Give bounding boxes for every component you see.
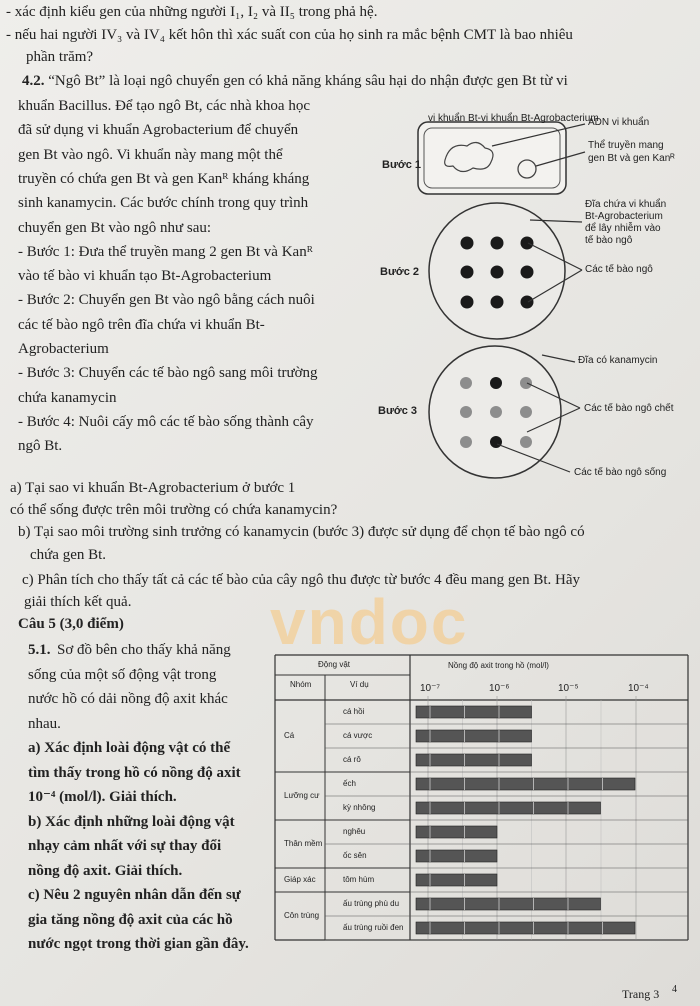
group-label: Giáp xác (284, 875, 316, 884)
tolerance-bar (416, 754, 532, 766)
species-label: nghêu (343, 827, 366, 836)
species-label: kỳ nhông (343, 803, 376, 812)
header-animal: Động vật (318, 660, 351, 669)
axis-tick-label: 10⁻⁵ (558, 683, 579, 694)
page-number: Trang 3 (622, 987, 660, 1001)
question-4-2-c: c) Phân tích cho thấy tất cả các tế bào của cây ngô thu được từ bước 4 đều mang gen Bt. Hãy (22, 572, 580, 588)
tolerance-bar (416, 802, 601, 814)
text-line: ngô Bt. (18, 438, 63, 455)
question-4-2-b: b) Tại sao môi trường sinh trưởng có kanamycin (bước 3) được sử dụng để chọn tế bào ngô có (18, 524, 585, 540)
text-line: - Bước 1: Đưa thể truyền mang 2 gen Bt và Kanᴿ (18, 243, 313, 260)
text-line: các tế bào ngô trên đĩa chứa vi khuẩn Bt- (18, 316, 265, 333)
dish-label-2: Bt-Agrobacterium (585, 211, 663, 222)
text-line: chuyển gen Bt vào ngô như sau: (18, 219, 212, 236)
corn-cells-label: Các tế bào ngô (585, 264, 653, 275)
text-line: - nếu hai người IV₃ và IV₄ kết hôn thì xác suất con của họ sinh ra mắc bệnh CMT là bao nhiêu (6, 27, 573, 43)
dead-cells-label: Các tế bào ngô chết (584, 403, 674, 414)
vector-label-1: Thể truyền mang (588, 140, 664, 151)
text-line: đã sử dụng vi khuẩn Agrobacterium để chuyển (18, 122, 299, 139)
tolerance-bar (416, 730, 532, 742)
tolerance-bar (416, 850, 497, 862)
text-line: tìm thấy trong hồ có nồng độ axit (28, 764, 241, 781)
text-line: gia tăng nồng độ axit của các hồ (28, 911, 233, 928)
text-line: vào tế bào vi khuẩn tạo Bt-Agrobacterium (18, 268, 272, 285)
header-group: Nhóm (290, 680, 312, 689)
text-line: “Ngô Bt” là loại ngô chuyển gen có khả năng kháng sâu hại do nhận được gen Bt từ vi (44, 73, 568, 89)
question-number: 4.2. (22, 73, 45, 89)
text-line: truyền có chứa gen Bt và gen Kanᴿ kháng kháng (18, 170, 310, 187)
text-line: b) Xác định những loài động vật (28, 813, 235, 830)
text-line: sinh kanamycin. Các bước chính trong quy trình (18, 195, 309, 212)
text-line: nước hồ có dải nồng độ axit khác (28, 691, 228, 707)
group-label: Lưỡng cư (284, 791, 320, 800)
dish-label-1: Đĩa chứa vi khuẩn (585, 199, 667, 210)
text-line: sống của một số động vật trong (28, 666, 217, 683)
dish-label-3: để lây nhiễm vào (585, 223, 661, 234)
header-example: Ví dụ (350, 680, 369, 689)
text-line: khuẩn Bacillus. Để tạo ngô Bt, các nhà khoa học (18, 98, 311, 114)
question-4-2-b-cont: chứa gen Bt. (30, 547, 107, 563)
header-concentration: Nồng độ axit trong hồ (mol/l) (448, 661, 549, 670)
text-line: gen Bt vào ngô. Vi khuẩn này mang một thể (18, 146, 283, 163)
species-label: tôm hùm (343, 875, 375, 884)
group-label: Thân mềm (284, 839, 323, 848)
text-line: phần trăm? (26, 49, 94, 65)
species-label: cá vược (343, 731, 373, 740)
question-4-2-c-cont: giải thích kết quả. (24, 594, 132, 610)
text-line: c) Nêu 2 nguyên nhân dẫn đến sự (28, 887, 241, 903)
text-line: 10⁻⁴ (mol/l). Giải thích. (28, 789, 177, 805)
live-cells-label: Các tế bào ngô sống (574, 467, 667, 478)
species-label: cá hồi (343, 707, 365, 716)
step-2-label: Bước 2 (380, 266, 420, 278)
step-1-label: Bước 1 (382, 159, 422, 171)
text-line: nước ngọt trong thời gian gần đây. (28, 936, 249, 952)
text-line: nhau. (28, 715, 61, 732)
text-line: Sơ đồ bên cho thấy khả năng (57, 642, 231, 658)
text-line: - Bước 2: Chuyển gen Bt vào ngô bằng cách nuôi (18, 292, 315, 309)
question-4-2-a-cont: có thể sống được trên môi trường có chứa kanamycin? (10, 502, 338, 518)
dish-label-4: tế bào ngô (585, 235, 633, 246)
species-label: ếch (343, 779, 356, 788)
axis-tick-label: 10⁻⁶ (489, 683, 510, 694)
text-line: nồng độ axit. Giải thích. (28, 862, 183, 879)
text-line: chứa kanamycin (18, 389, 117, 406)
watermark-logo: vndoc (270, 586, 469, 658)
tolerance-bar (416, 874, 497, 886)
text-line: nhạy cảm nhất với sự thay đổi (28, 838, 222, 854)
question-number: 5.1. (28, 642, 51, 658)
axis-tick-label: 10⁻⁷ (420, 683, 441, 694)
tolerance-bar (416, 826, 497, 838)
text-line: Agrobacterium (18, 341, 109, 357)
species-label: cá rô (343, 755, 361, 764)
step-3-label: Bước 3 (378, 405, 418, 417)
species-label: ốc sên (343, 851, 367, 860)
kanamycin-dish-label: Đĩa có kanamycin (578, 355, 658, 366)
tolerance-bar (416, 898, 601, 910)
question-4-2-a: a) Tại sao vi khuẩn Bt-Agrobacterium ở bước 1 (10, 480, 296, 496)
axis-tick-label: 10⁻⁴ (628, 683, 649, 694)
text-line: a) Xác định loài động vật có thể (28, 740, 231, 756)
text-line: - xác định kiểu gen của những người I₁, I₂ và II₅ trong phả hệ. (6, 4, 378, 20)
bacterium-label: vi khuẩn Bt-vi khuẩn Bt-Agrobacterium (428, 113, 599, 124)
tolerance-bar (416, 706, 532, 718)
group-label: Cá (284, 731, 295, 740)
dna-label: ADN vi khuẩn (588, 117, 650, 128)
page-number-extra: 4 (672, 984, 677, 995)
vector-label-2: gen Bt và gen Kanᴿ (588, 153, 675, 164)
species-label: ấu trùng phù du (343, 899, 400, 908)
text-line: - Bước 3: Chuyển các tế bào ngô sang môi trường (18, 365, 318, 382)
question-5-heading: Câu 5 (3,0 điểm) (18, 616, 124, 632)
group-label: Côn trùng (284, 911, 320, 920)
species-label: ấu trùng ruồi đen (343, 923, 404, 932)
text-line: - Bước 4: Nuôi cấy mô các tế bào sống thành cây (18, 413, 314, 430)
